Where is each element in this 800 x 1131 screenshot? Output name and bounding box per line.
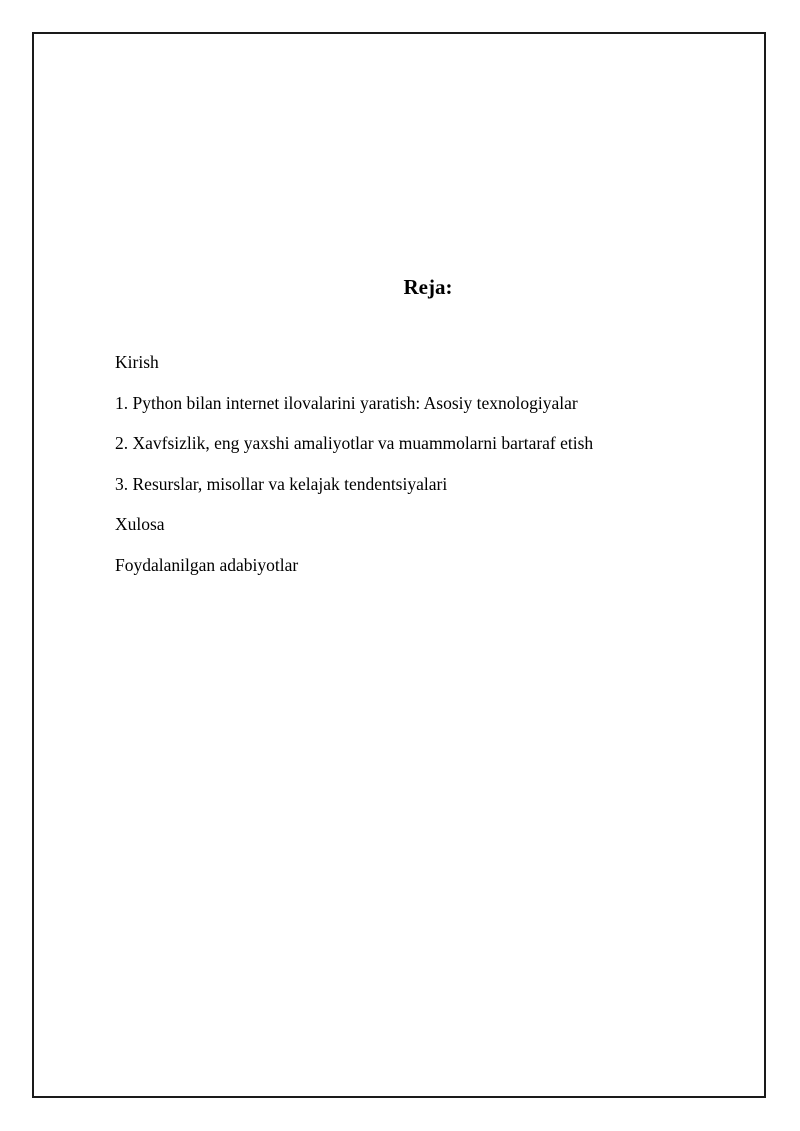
table-of-contents bbox=[115, 351, 593, 595]
toc-item-chapter-2: 2. Xavfsizlik, eng yaxshi amaliyotlar va muammolarni bartaraf etish bbox=[115, 433, 594, 454]
toc-item-introduction: Kirish bbox=[115, 352, 159, 372]
toc-item-references: Foydalanilgan adabiyotlar bbox=[115, 554, 299, 575]
page-title: Reja: bbox=[403, 275, 453, 299]
toc-item-conclusion: Xulosa bbox=[115, 514, 165, 535]
toc-item-chapter-1: 1. Python bilan internet ilovalarini yaratish: Asosiy texnologiyalar bbox=[115, 392, 578, 413]
toc-item-chapter-3: 3. Resurslar, misollar va kelajak tendentsiyalari bbox=[115, 473, 448, 494]
